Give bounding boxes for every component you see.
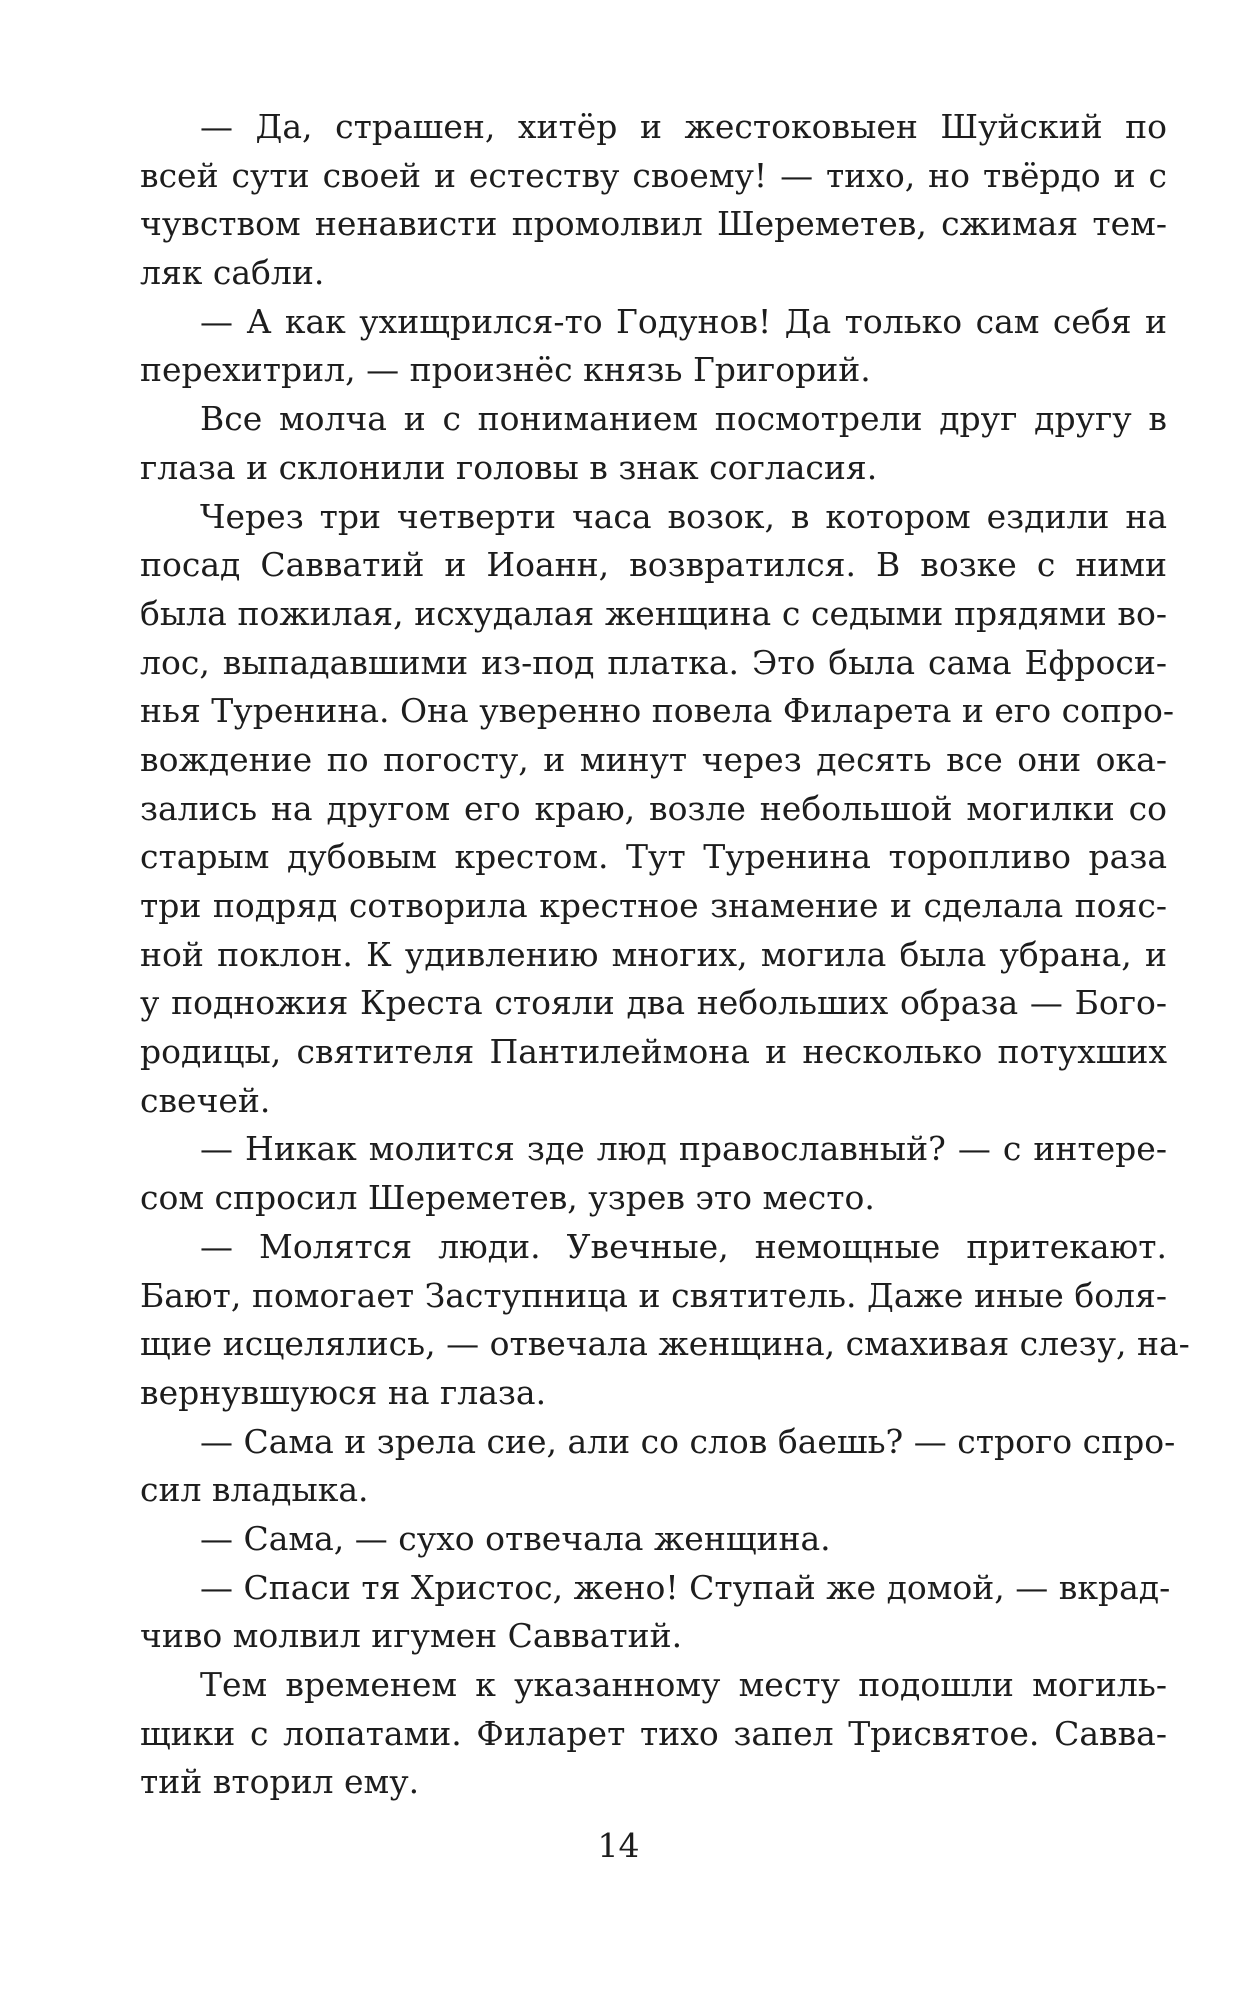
page-number: 14 — [597, 1826, 640, 1865]
text-line: вернувшуюся на глаза. — [140, 1372, 547, 1412]
text-line: тий вторил ему. — [140, 1762, 420, 1802]
text-line: глаза и склонили головы в знак согласия. — [140, 447, 878, 487]
text-line: — Спаси тя Христос, жено! Ступай же домой, — вкрад- — [200, 1567, 1171, 1607]
text-line: ляк сабли. — [140, 253, 325, 293]
text-line: свечей. — [140, 1080, 271, 1120]
text-line: лос, выпадавшими из-под платка. Это была сама Ефроси- — [140, 642, 1167, 682]
text-line: у подножия Креста стояли два небольших образа — Бого- — [140, 983, 1167, 1023]
text-line: чиво молвил игумен Савватий. — [140, 1616, 683, 1656]
text-line: всей сути своей и естеству своему! — тихо, но твёрдо и с — [140, 155, 1167, 195]
text-line: Тем временем к указанному месту подошли могиль- — [200, 1665, 1167, 1704]
text-line: Через три четверти часа возок, в котором ездили на — [200, 496, 1167, 536]
text-line: зались на другом его краю, возле небольшой могилки со — [140, 788, 1167, 828]
text-line: — Сама, — сухо отвечала женщина. — [200, 1518, 831, 1558]
text-line: родицы, святителя Пантилеймона и несколько потухших — [140, 1032, 1167, 1072]
text-line: — А как ухищрился-то Годунов! Да только сам себя и — [200, 301, 1167, 341]
text-line: Бают, помогает Заступница и святитель. Даже иные боля- — [140, 1275, 1167, 1315]
text-line: щики с лопатами. Филарет тихо запел Трисвятое. Савва- — [140, 1713, 1167, 1753]
body-text — [140, 103, 1190, 1807]
text-line: была пожилая, исхудалая женщина с седыми прядями во- — [140, 593, 1167, 633]
text-line: три подряд сотворила крестное знамение и сделала пояс- — [140, 886, 1167, 925]
text-line: чувством ненависти промолвил Шереметев, сжимая тем- — [140, 204, 1167, 244]
text-line: — Никак молится зде люд православный? — с интере- — [200, 1129, 1167, 1169]
text-line: щие исцелялись, — отвечала женщина, смахивая слезу, на- — [140, 1324, 1190, 1364]
text-line: нья Туренина. Она уверенно повела Филарета и его сопро- — [140, 691, 1175, 731]
text-line: — Сама и зрела сие, али со слов баешь? — строго спро- — [200, 1421, 1176, 1461]
text-line: вождение по погосту, и минут через десять все они ока- — [140, 739, 1167, 779]
text-line: — Да, страшен, хитёр и жестоковыен Шуйский по — [200, 107, 1167, 146]
text-line: Все молча и с пониманием посмотрели друг другу в — [200, 399, 1167, 439]
text-line: ной поклон. К удивлению многих, могила была убрана, и — [140, 934, 1167, 974]
text-line: сил владыка. — [140, 1470, 369, 1510]
text-line: посад Савватий и Иоанн, возвратился. В возке с ними — [140, 545, 1167, 585]
text-line: перехитрил, — произнёс князь Григорий. — [140, 350, 871, 390]
text-line: сом спросил Шереметев, узрев это место. — [140, 1178, 875, 1218]
text-line: старым дубовым крестом. Тут Туренина торопливо раза — [140, 837, 1167, 877]
text-line: — Молятся люди. Увечные, немощные притекают. — [200, 1226, 1167, 1266]
